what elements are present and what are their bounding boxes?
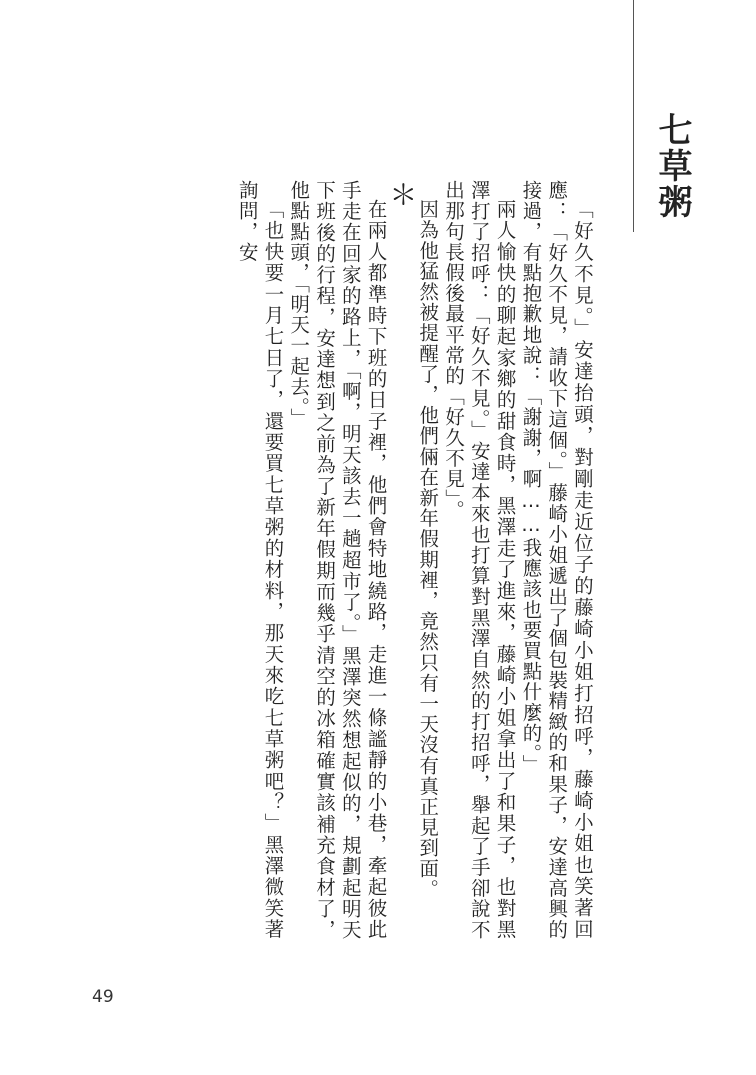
paragraph-2: 兩人愉快的聊起家鄉的甜食時，黑澤走了進來，藤崎小姐拿出了和果子，也對黑澤打了招呼：「好久不見。」安達本來也打算對黑澤自然的打招呼，舉起了手卻說不出那句長假後最平常的「好久不見」。 <box>442 180 517 940</box>
section-separator <box>385 180 419 940</box>
page-number: 49 <box>92 987 114 1007</box>
separator-asterisk: ＊ <box>385 180 419 210</box>
chapter-divider-line <box>633 0 634 232</box>
paragraph-5: 「也快要一月七日了，還要買七草粥的材料，那天來吃七草粥吧？」黑澤微笑著詢問，安 <box>235 180 285 940</box>
body-text <box>95 180 595 940</box>
paragraph-1: 「好久不見。」安達抬頭，對剛走近位子的藤崎小姐打招呼，藤崎小姐也笑著回應：「好久不見，請收下這個。」藤崎小姐遞出了個包裝精緻的和果子，安達高興的接過，有點抱歉地說：「謝謝，啊……我應該也要買點什麼的。」 <box>519 180 594 940</box>
paragraph-3: 因為他猛然被提醒了，他們倆在新年假期裡，竟然只有一天沒有真正見到面。 <box>416 199 440 900</box>
chapter-title: 七草粥 <box>652 112 692 220</box>
paragraph-4: 在兩人都準時下班的日子裡，他們會特地繞路，走進一條謐靜的小巷，牽起彼此手走在回家的路上，「啊，明天該去一趟超市了。」黑澤突然想起似的，規劃起明天下班後的行程，安達想到之前為了新年假期而幾乎清空的冰箱確實該補充食材了，他點點頭，「明天一起去。」 <box>287 180 388 940</box>
